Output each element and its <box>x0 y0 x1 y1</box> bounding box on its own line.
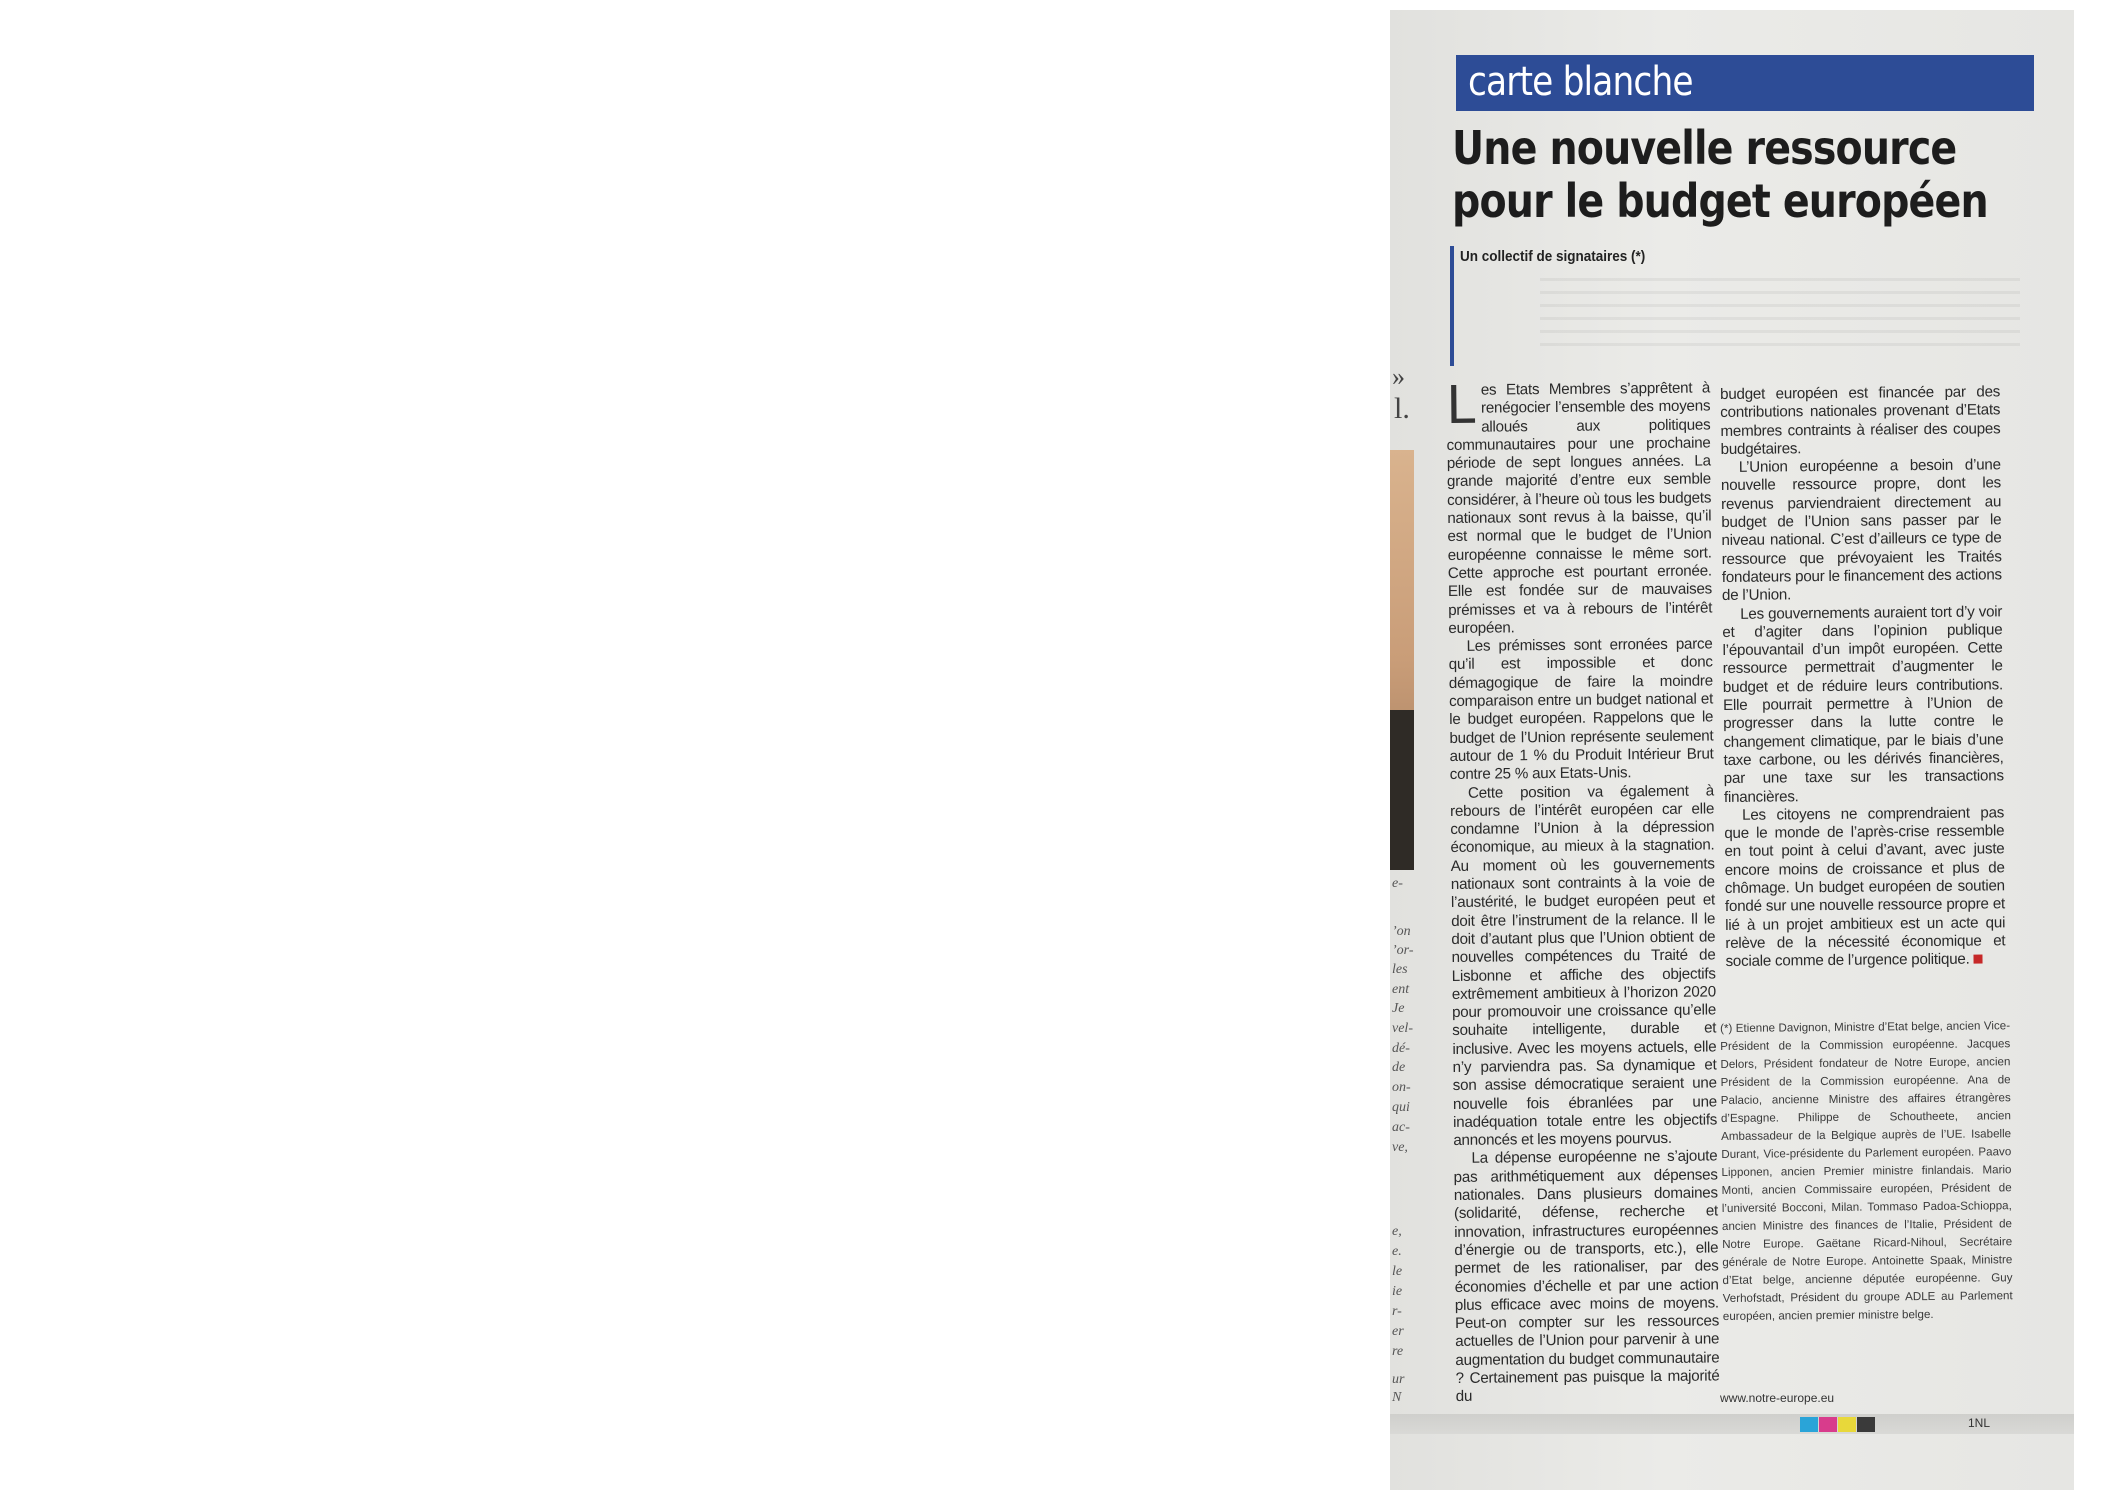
adjacent-photo <box>1390 450 1414 870</box>
show-through-text <box>1540 278 2020 348</box>
article-column-1 <box>1445 375 1720 1406</box>
headline-line-1: Une nouvelle ressource <box>1452 121 1957 175</box>
gutter-fragment: Je <box>1392 1001 1405 1016</box>
gutter-text-fragment: l. <box>1394 392 1410 425</box>
section-label: carte blanche <box>1468 59 1693 105</box>
headline-line-2: pour le budget européen <box>1452 174 1988 228</box>
signatories-footnote: (*) Etienne Davignon, Ministre d’Etat belge, ancien Vice-Président de la Commission européenne. Jacques Delors, Président fondateur de Notre Europe, ancien Président de la Commission européenne. Ana de Palacio, ancienne Ministre des affaires étrangères d’Espagne. Philippe de Schoutheete, ancien Ambassadeur de la Belgique auprès de l’UE. Isabelle Durant, Vice-présidente du Parlement européen. Paavo Lipponen, ancien Premier ministre finlandais. Mario Monti, ancien Commissaire européen, Président de l’université Bocconi, Milan. Tommaso Padoa-Schioppa, ancien Ministre des finances de l’Italie, Président de Notre Europe. Gaëtane Ricard-Nihoul, Secrétaire générale de Notre Europe. Antoinette Spaak, Ministre d’Etat belge, ancienne députée européenne. Guy Verhofstadt, Président du groupe ADLE au Parlement européen, ancien premier ministre belge. <box>1720 1019 2013 1323</box>
registration-swatch <box>1838 1417 1856 1432</box>
gutter-fragment: e, <box>1392 1224 1402 1239</box>
paragraph: Les citoyens ne comprendraient pas que le monde de l’après-crise ressemble en tout point à celui d’avant, avec juste encore moins de croissance et plus de chômage. Un budget européen de soutien fondé sur une nouvelle ressource propre et lié à un projet ambitieux est un acte qui relève de la nécessité économique et sociale comme de l’urgence politique. <box>1724 804 2006 971</box>
gutter-fragment: e. <box>1392 1244 1402 1259</box>
byline-accent-bar <box>1450 246 1454 366</box>
gutter-fragment: ve, <box>1392 1140 1408 1155</box>
article-column-2 <box>1720 383 2006 971</box>
gutter-fragment: vel- <box>1392 1021 1413 1036</box>
page-code: 1NL <box>1968 1416 1991 1430</box>
section-banner <box>1456 55 2034 111</box>
paragraph: Les prémisses sont erronées parce qu’il est impossible et donc démagogique de faire la moindre comparaison entre un budget national et le budget européen. Rappelons que le budget de l’Union représente seulement autour de 1 % du Produit Intérieur Brut contre 25 % aux Etats-Unis. <box>1448 635 1714 784</box>
end-of-article-mark <box>1973 955 1982 964</box>
gutter-quote-mark: » <box>1392 362 1405 391</box>
registration-swatch <box>1819 1417 1837 1432</box>
gutter-fragment: ac- <box>1392 1120 1410 1135</box>
paragraph: La dépense européenne ne s’ajoute pas arithmétiquement aux dépenses nationales. Dans plusieurs domaines (solidarité, défense, recherche et innovation, infrastructures européennes d’énergie ou de transports, etc.), elle permet de les rationaliser, par des économies d’échelle et par une action plus efficace avec moins de moyens. Peut-on compter sur les ressources actuelles de l’Union pour parvenir à une augmentation du budget communautaire ? Certainement pas puisque la majorité du <box>1453 1147 1720 1406</box>
website-link[interactable]: www.notre-europe.eu <box>1720 1391 1835 1405</box>
gutter-fragment: ’on <box>1392 924 1411 939</box>
paragraph: L’Union européenne a besoin d’une nouvelle ressource propre, dont les revenus parviendraient directement au budget de l’Union sans passer par le niveau national. C’est d’ailleurs ce type de ressource que prévoyaient les Traités fondateurs pour le financement des actions de l’Union. <box>1720 456 2002 605</box>
gutter-fragment: e- <box>1392 876 1403 891</box>
gutter-fragment: de <box>1392 1060 1406 1075</box>
gutter-fragment: on- <box>1392 1080 1411 1095</box>
paragraph: Les Etats Membres s’apprêtent à renégocier l’ensemble des moyens alloués aux politiques communautaires pour une prochaine période de sept longues années. La grande majorité d’entre eux semble considérer, à l’heure où tous les budgets nationaux sont revus à la baisse, qu’il est normal que le budget de l’Union européenne connaisse le même sort. Cette approche est pourtant erronée. Elle est fondée sur de mauvaises prémisses et va à rebours de l’intérêt européen. <box>1445 375 1713 637</box>
gutter-fragment: ur <box>1392 1372 1405 1387</box>
gutter-fragment: ent <box>1392 982 1410 997</box>
gutter-fragment: ’or- <box>1392 943 1414 958</box>
gutter-fragment: re <box>1392 1344 1404 1359</box>
newspaper-page-scan <box>1390 10 2074 1490</box>
drop-cap: L <box>1445 375 1476 436</box>
gutter-fragment: le <box>1392 1264 1403 1279</box>
article-byline: Un collectif de signataires (*) <box>1460 248 1646 265</box>
paragraph: Les gouvernements auraient tort d’y voir et d’agiter dans l’opinion publique l’épouvantail d’un impôt européen. Cette ressource permettrait d’augmenter le budget et de réduire leurs contributions. Elle pourrait permettre à l’Union de progresser dans la lutte contre le changement climatique, par le biais d’une taxe carbone, ou les dérivés financières, par une taxe sur les transactions financières. <box>1722 602 2004 806</box>
gutter-fragment: qui <box>1392 1100 1410 1115</box>
registration-swatch <box>1857 1417 1875 1432</box>
gutter-fragment: dé- <box>1392 1041 1410 1056</box>
gutter-fragment: ie <box>1392 1284 1403 1299</box>
paragraph: budget européen est financée par des contributions nationales provenant d’Etats membres contraints à réaliser des coupes budgétaires. <box>1720 383 2001 458</box>
gutter-fragment: r- <box>1392 1304 1402 1319</box>
article-headline <box>1452 122 2002 228</box>
gutter-fragment: er <box>1392 1324 1404 1339</box>
gutter-fragment: les <box>1392 962 1408 977</box>
registration-swatch <box>1800 1417 1818 1432</box>
gutter-fragment: N <box>1392 1390 1402 1405</box>
paragraph: Cette position va également à rebours de l’intérêt européen car elle condamne l’Union à la dépression économique, au mieux à la stagnation. Au moment où les gouvernements nationaux sont contraints à la voie de l’austérité, le budget européen peut et doit être l’instrument de la relance. Il le doit d’autant plus que l’Union obtient de nouvelles compétences du Traité de Lisbonne et affiche des objectifs extrêmement ambitieux à l’horizon 2020 pour promouvoir une croissance qu’elle souhaite intelligente, durable et inclusive. Avec les moyens actuels, elle n’y parviendra pas. Sa dynamique et son assise démocratique seraient une nouvelle fois ébranlées par une inadéquation totale entre les objectifs annoncés et les moyens pourvus. <box>1450 781 1718 1150</box>
adjacent-article-fragment <box>1390 10 1414 1490</box>
